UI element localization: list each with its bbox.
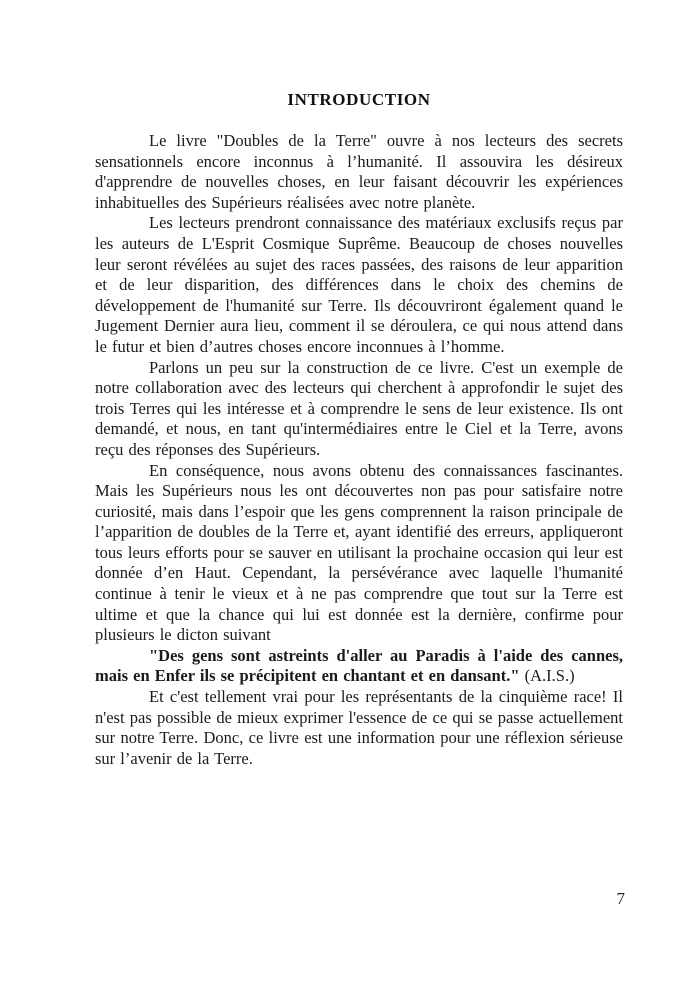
quote-bold-text: "Des gens sont astreints d'aller au Paradis à l'aide des cannes, mais en Enfer ils se précipitent en chantant et en dansant."	[95, 645, 623, 686]
paragraph: Les lecteurs prendront connaissance des matériaux exclusifs reçus par les auteurs de L'Esprit Cosmique Suprême. Beaucoup de choses nouvelles leur seront révélées au sujet des races passées, des raisons de leur apparition et de leur disparition, des différences dans le choix des chemins de développement de l'humanité sur Terre. Ils découvriront également quand le Jugement Dernier aura lieu, comment il se déroulera, ce qui nous attend dans le futur et bien d’autres choses encore inconnues à l’homme.	[95, 213, 623, 356]
page-number: 7	[616, 889, 625, 908]
paragraph: Et c'est tellement vrai pour les représentants de la cinquième race! Il n'est pas possible de mieux exprimer l'essence de ce qui se passe actuellement sur notre Terre. Donc, ce livre est une information pour une réflexion sérieuse sur l’avenir de la Terre.	[95, 687, 623, 768]
page-title: INTRODUCTION	[287, 90, 431, 109]
paragraph: Le livre "Doubles de la Terre" ouvre à nos lecteurs des secrets sensationnels encore inconnus à l’humanité. Il assouvira les désireux d'apprendre de nouvelles choses, en leur faisant découvrir les expériences inhabituelles des Supérieurs réalisées avec notre planète.	[95, 131, 623, 212]
body-text	[95, 131, 623, 769]
quote-paragraph: "Des gens sont astreints d'aller au Paradis à l'aide des cannes, mais en Enfer ils se précipitent en chantant et en dansant." (A.I.S.)	[95, 645, 623, 686]
paragraph: Parlons un peu sur la construction de ce livre. C'est un exemple de notre collaboration avec des lecteurs qui cherchent à approfondir le sujet des trois Terres qui les intéresse et à comprendre le sens de leur existence. Ils ont demandé, et nous, en tant qu'intermédiaires entre le Ciel et la Terre, avons reçu des réponses des Supérieurs.	[95, 357, 623, 459]
paragraph: En conséquence, nous avons obtenu des connaissances fascinantes. Mais les Supérieurs nous les ont découvertes non pas pour satisfaire notre curiosité, mais dans l’espoir que les gens comprennent la raison principale de l’apparition de doubles de la Terre et, ayant identifié des erreurs, appliqueront tous leurs efforts pour se sauver en utilisant la prochaine occasion qui leur est donnée d’en Haut. Cependant, la persévérance avec laquelle l'humanité continue à tenir le vieux et à ne pas comprendre que tout sur la Terre est ultime et que la chance qui lui est donnée est la dernière, confirme pour plusieurs le dicton suivant	[95, 460, 623, 645]
